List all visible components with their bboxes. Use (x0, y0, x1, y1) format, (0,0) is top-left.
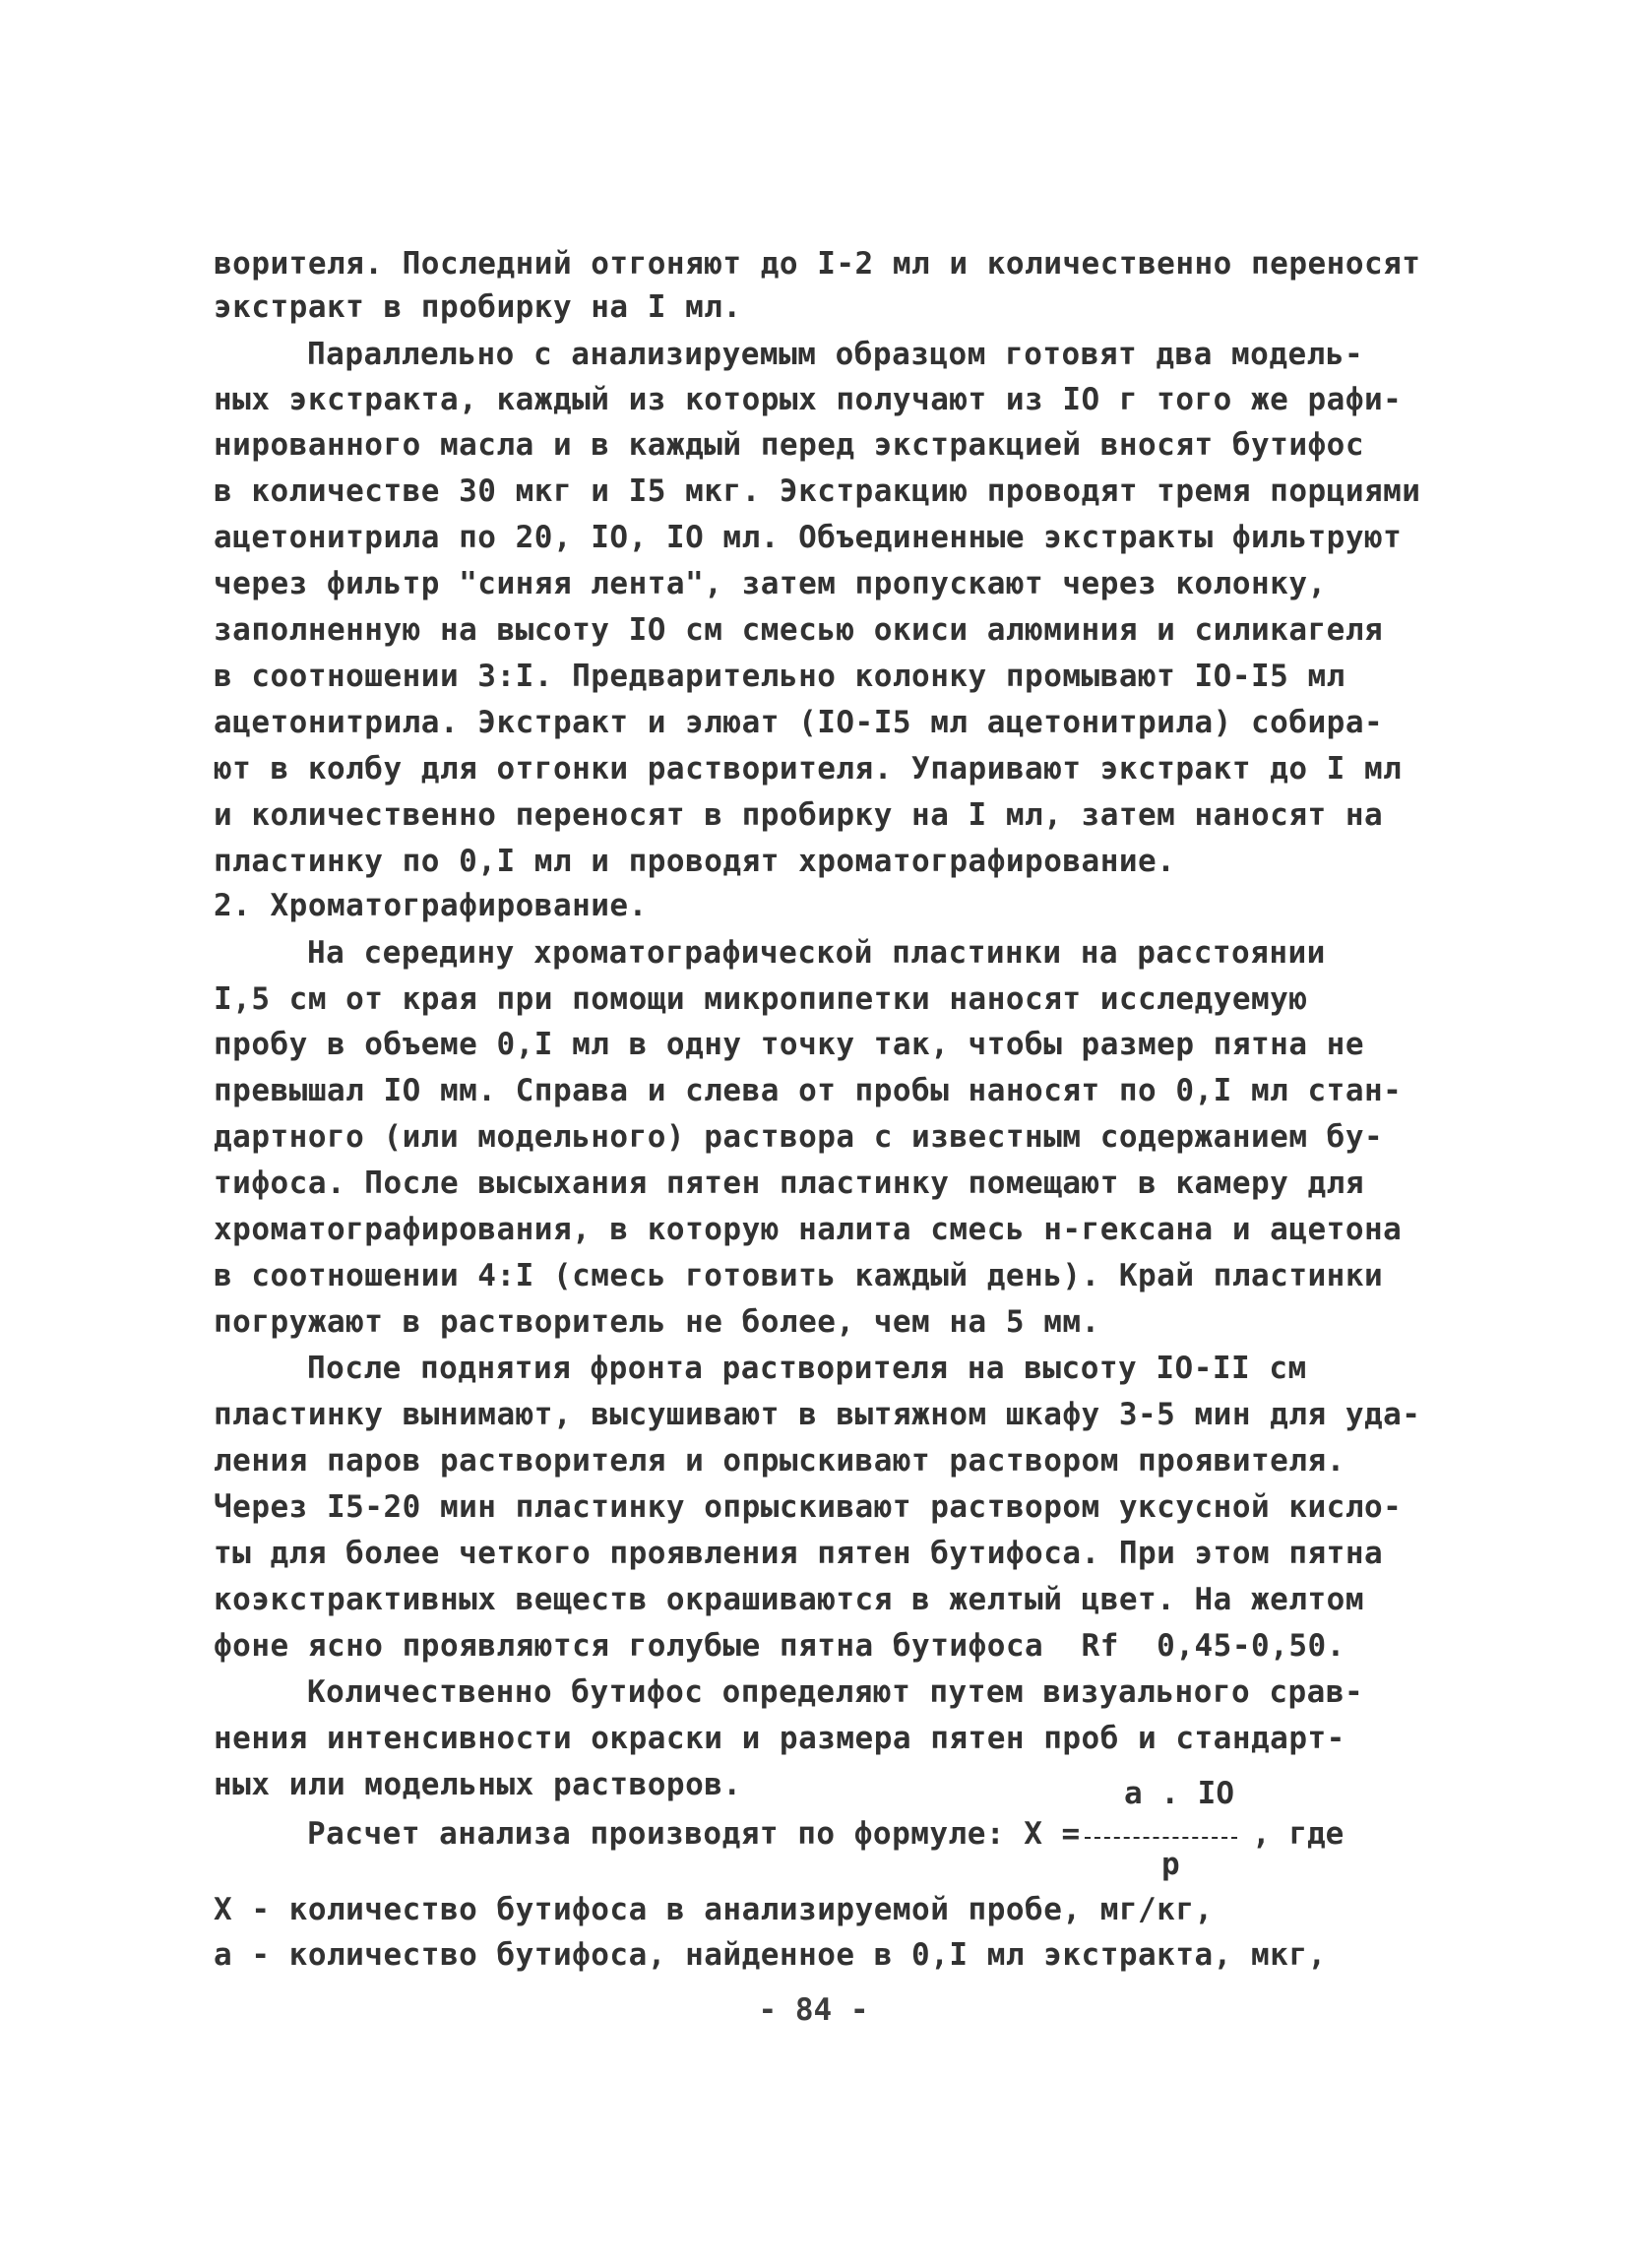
text-line: коэкстрактивных веществ окрашиваются в желтый цвет. На желтом (214, 1582, 1364, 1617)
text-line: нированного масла и в каждый перед экстракцией вносят бутифос (214, 427, 1364, 463)
text-line: ления паров растворителя и опрыскивают раствором проявителя. (214, 1443, 1345, 1479)
text-line: ных экстракта, каждый из которых получают из IO г того же рафи- (214, 382, 1403, 417)
text-line: ют в колбу для отгонки растворителя. Упаривают экстракт до I мл (214, 751, 1403, 787)
text-line: погружают в растворитель не более, чем на 5 мм. (214, 1304, 1100, 1340)
text-line: пластинку вынимают, высушивают в вытяжном шкафу 3-5 мин для уда- (214, 1397, 1421, 1432)
text-line: фоне ясно проявляются голубые пятна бутифоса Rf 0,45-0,50. (214, 1628, 1345, 1664)
text-line: пластинку по 0,I мл и проводят хроматографирование. (214, 844, 1176, 879)
definition-line: а - количество бутифоса, найденное в 0,I мл экстракта, мкг, (214, 1937, 1327, 1973)
text-line: в соотношении 3:I. Предварительно колонку промывают IO-I5 мл (214, 659, 1345, 694)
text-line: Через I5-20 мин пластинку опрыскивают раствором уксусной кисло- (214, 1489, 1403, 1525)
text-line: дартного (или модельного) раствора с известным содержанием бу- (214, 1119, 1384, 1155)
text-line: в количестве 30 мкг и I5 мкг. Экстракцию проводят тремя порциями (214, 473, 1421, 509)
text-line: и количественно переносят в пробирку на I мл, затем наносят на (214, 797, 1384, 833)
formula-intro: Расчет анализа производят по формуле: X = (307, 1816, 1081, 1852)
text-line: Параллельно с анализируемым образцом готовят два модель- (307, 337, 1364, 372)
formula-suffix: , где (1252, 1816, 1345, 1852)
text-line: ворителя. Последний отгоняют до I-2 мл и количественно переносят (214, 246, 1421, 282)
definition-line: X - количество бутифоса в анализируемой пробе, мг/кг, (214, 1892, 1214, 1927)
text-line: через фильтр "синяя лента", затем пропускают через колонку, (214, 566, 1327, 601)
text-line: хроматографирования, в которую налита смесь н-гексана и ацетона (214, 1212, 1403, 1247)
text-line: ты для более четкого проявления пятен бутифоса. При этом пятна (214, 1536, 1384, 1571)
text-line: превышал IO мм. Справа и слева от пробы наносят по 0,I мл стан- (214, 1073, 1403, 1108)
page-number: - 84 - (758, 1992, 869, 2028)
formula-denominator: р (1161, 1847, 1180, 1882)
text-line: нения интенсивности окраски и размера пятен проб и стандарт- (214, 1721, 1345, 1756)
text-line: пробу в объеме 0,I мл в одну точку так, чтобы размер пятна не (214, 1027, 1364, 1062)
text-line: экстракт в пробирку на I мл. (214, 289, 742, 325)
text-line: тифоса. После высыхания пятен пластинку помещают в камеру для (214, 1166, 1364, 1201)
text-line: I,5 см от края при помощи микропипетки наносят исследуемую (214, 981, 1308, 1017)
formula-numerator: а . IO (1124, 1776, 1234, 1811)
text-line: На середину хроматографической пластинки на расстоянии (307, 935, 1326, 971)
fraction-bar (1085, 1837, 1237, 1839)
text-line: После поднятия фронта растворителя на высоту IO-II см (307, 1351, 1307, 1386)
section-heading: 2. Хроматографирование. (214, 888, 648, 923)
text-line: в соотношении 4:I (смесь готовить каждый день). Край пластинки (214, 1258, 1384, 1293)
text-line: ацетонитрила. Экстракт и элюат (IO-I5 мл ацетонитрила) собира- (214, 705, 1384, 740)
text-line: заполненную на высоту IO см смесью окиси алюминия и силикагеля (214, 612, 1384, 648)
text-line: ных или модельных растворов. (214, 1767, 742, 1802)
text-line: ацетонитрила по 20, IO, IO мл. Объединенные экстракты фильтруют (214, 520, 1403, 555)
text-line: Количественно бутифос определяют путем визуального срав- (307, 1674, 1364, 1710)
